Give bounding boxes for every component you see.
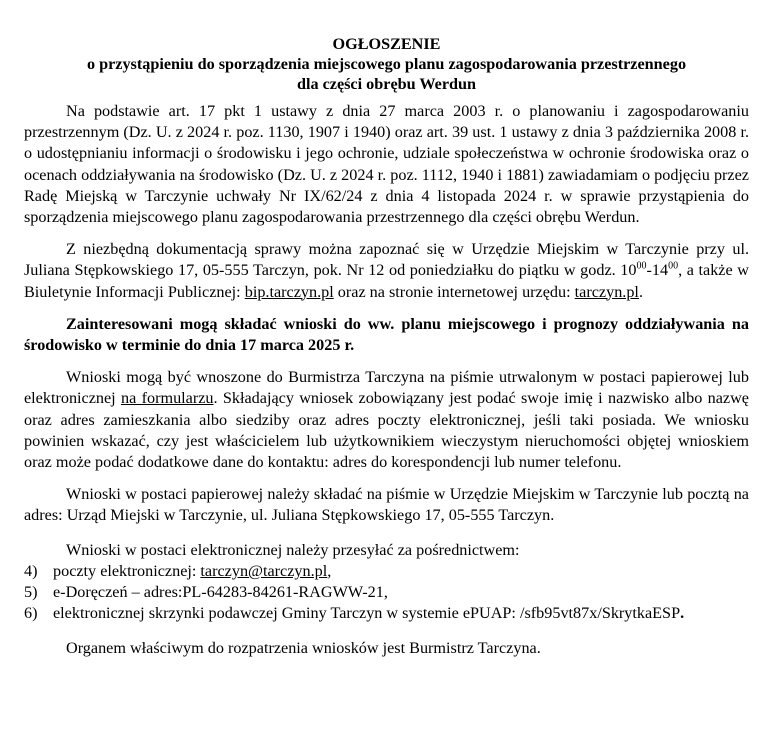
paragraph-submission-rules (24, 367, 749, 473)
paragraph-paper-submission: Wnioski w postaci papierowej należy składać na piśmie w Urzędzie Miejskim w Tarczynie lub pocztą na adres: Urząd Miejski w Tarczynie, ul. Juliana Stępkowskiego 17, 05-555 Tarczyn. (24, 485, 749, 525)
paragraph-submission-text-b: . Składający wniosek zobowiązany jest podać swoje imię i nazwisko albo nazwę oraz adres zamieszkania albo siedziby oraz adres poczty elektronicznej, jeśli taki posiada. We wniosku powinien wskazać, czy jest właścicielem lub użytkownikiem wieczystym nieruchomości objętej wnioskiem oraz może podać dodatkowe dane do kontaktu: adres do korespondencji lub numer telefonu. (24, 389, 749, 472)
paragraph-documentation-text-c: , a także w Biuletynie Informacji Publicznej: (24, 261, 749, 301)
page-subtitle-line1: o przystąpieniu do sporządzenia miejscowego planu zagospodarowania przestrzennego (86, 55, 687, 73)
announcement-header (24, 34, 749, 94)
electronic-channels-list (24, 561, 749, 625)
paragraph-authority: Organem właściwym do rozpatrzenia wniosków jest Burmistrz Tarczyna. (66, 639, 541, 658)
list-item (24, 603, 749, 624)
list-item (24, 561, 749, 582)
page-subtitle-line2: dla części obrębu Werdun (296, 75, 477, 93)
paragraph-deadline: Zainteresowani mogą składać wnioski do ww. planu miejscowego i prognozy oddziaływania na środowisko w terminie do dnia 17 marca 2025 r. (24, 314, 749, 355)
list-item-number: 4) (24, 561, 38, 580)
page-title: OGŁOSZENIE (332, 35, 441, 53)
form-link[interactable]: na formularzu (121, 389, 214, 408)
list-item-text-a: poczty elektronicznej: (53, 561, 201, 580)
list-item-text: e-Doręczeń – adres:PL-64283-84261-RAGWW-21, (53, 583, 388, 602)
paragraph-documentation-text-d: oraz na stronie internetowej urzędu: (333, 282, 575, 301)
list-item-text-b: . (680, 604, 685, 623)
bip-link[interactable]: bip.tarczyn.pl (244, 282, 334, 301)
list-item-text-b: , (327, 561, 332, 580)
paragraph-documentation-text-e: . (638, 282, 643, 301)
list-item (24, 582, 749, 603)
paragraph-electronic-intro: Wnioski w postaci elektronicznej należy przesyłać za pośrednictwem: (66, 540, 520, 559)
paragraph-documentation-text-a: Z niezbędną dokumentacją sprawy można zapoznać się w Urzędzie Miejskim w Tarczynie przy ul. Juliana Stępkowskiego 17, 05-555 Tarczyn, pok. Nr 12 od poniedziałku do piątku w godz. 10 (24, 240, 749, 280)
list-item-number: 5) (24, 583, 38, 602)
paragraph-legal-basis: Na podstawie art. 17 pkt 1 ustawy z dnia 27 marca 2003 r. o planowaniu i zagospodarowaniu przestrzennym (Dz. U. z 2024 r. poz. 1130, 1907 i 1940) oraz art. 39 ust. 1 ustawy z dnia 3 października 2008 r. o udostępnianiu informacji o środowisku i jego ochronie, udziale społeczeństwa w ochronie środowiska oraz o ocenach oddziaływania na środowisko (Dz. U. z 2024 r. poz. 1112, 1940 i 1881) zawiadamiam o podjęciu przez Radę Miejską w Tarczynie uchwały Nr IX/62/24 z dnia 4 listopada 2024 r. w sprawie przystąpienia do sporządzenia miejscowego planu zagospodarowania przestrzennego dla części obrębu Werdun. (24, 102, 749, 227)
list-item-text (53, 561, 331, 582)
paragraph-submission-text-a: Wnioski mogą być wnoszone do Burmistrza Tarczyna na piśmie utrwalonym w postaci papierowej lub elektronicznej (24, 368, 749, 408)
paragraph-documentation-text-b: -14 (646, 261, 669, 280)
list-item-text-a: elektronicznej skrzynki podawczej Gminy Tarczyn w systemie ePUAP: /sfb95vt87x/SkrytkaESP (53, 604, 681, 623)
list-item-text (53, 603, 684, 624)
list-item-number: 6) (24, 604, 38, 623)
email-link[interactable]: tarczyn@tarczyn.pl (200, 561, 328, 580)
office-hours-start-minutes: 00 (636, 261, 647, 273)
paragraph-documentation (24, 239, 749, 303)
website-link[interactable]: tarczyn.pl (574, 282, 639, 301)
office-hours-end-minutes: 00 (668, 261, 679, 273)
